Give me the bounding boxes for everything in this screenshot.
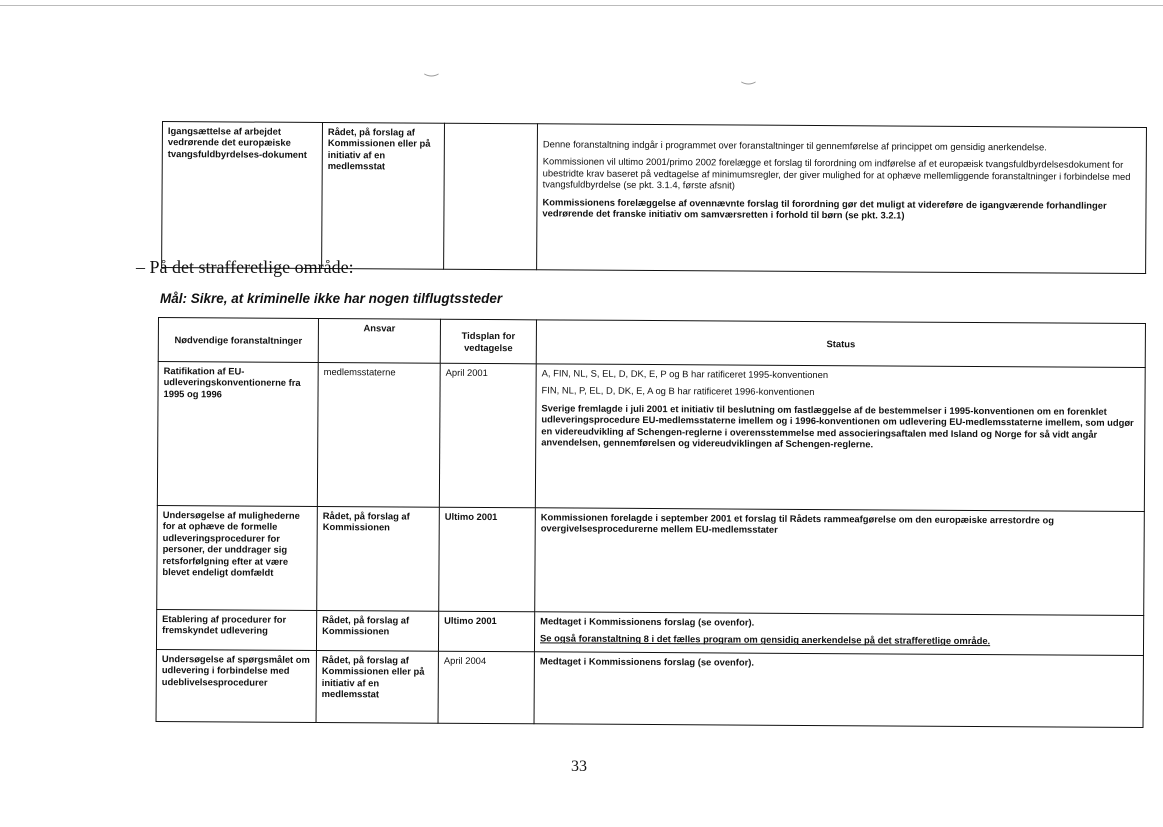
status-line: Medtaget i Kommissionens forslag (se ovenfor). [539, 655, 755, 668]
status-line: Kommissionens forelæggelse af ovennævnte forslag til forordning gør det muligt at videreføre de igangværende forhandlinger vedrørende det franske initiativ om samværsretten i forhold til børn (se pkt. 3.2.1) [542, 196, 1107, 221]
status-line: Medtaget i Kommissionens forslag (se ovenfor). [540, 615, 755, 628]
responsible-cell: Rådet, på forslag af Kommissionen eller på initiativ af en medlemsstat [316, 650, 438, 723]
status-cell [534, 612, 1143, 656]
status-line: Kommissionen vil ultimo 2001/primo 2002 forelægge et forslag til forordning om indførelse af et europæisk tvangsfuldbyrdelsesdokument for ubestridte krav baseret på vedtagelse af minimumsregler, der giver mulighed for at ophæve mellemliggende foranstaltninger i forbindelse med tvangsfuldbyrdelse (se pkt. 3.1.4, første afsnit) [542, 155, 1131, 191]
responsible-cell: Rådet, på forslag af Kommissionen [317, 506, 440, 611]
table-row [157, 362, 1145, 512]
status-line: A, FIN, NL, S, EL, D, DK, E, P og B har ratificeret 1995-konventionen [541, 367, 829, 381]
status-cell [535, 364, 1145, 512]
deadline-cell: April 2001 [439, 363, 536, 508]
measure-cell: Ratifikation af EU-udleveringskonventionerne fra 1995 og 1996 [157, 362, 318, 507]
status-line: Sverige fremlagde i juli 2001 et initiativ til beslutning om fastlæggelse af de bestemmelser i 1995-konventionen om en forenklet udleveringsprocedure EU-medlemsstaterne imellem og i 1996-konventionen om udlevering EU-medlemsstaterne imellem, som udgør en videreudvikling af Schengen-reglerne i overensstemmelse med associeringsaftalen med Island og Norge for så vidt angår anvendelsen, gennemførelsen og videreudviklingen af Schengen-reglerne. [541, 402, 1134, 450]
measure-cell: Igangsættelse af arbejdet vedrørende det europæiske tvangsfuldbyrdelses-dokument [162, 122, 323, 269]
header-responsible: Ansvar [318, 318, 440, 363]
measures-table [156, 317, 1146, 728]
status-line: FIN, NL, P, EL, D, DK, E, A og B har ratificeret 1996-konventionen [541, 384, 815, 398]
status-cell [537, 124, 1147, 274]
deadline-cell: Ultimo 2001 [439, 507, 536, 612]
goal-heading: Mål: Sikre, at kriminelle ikke har nogen tilflugtssteder [160, 291, 503, 306]
status-line: Kommissionen forelagde i september 2001 et forslag til Rådets rammeafgørelse om den europæiske arrestordre og overgivelsesprocedurerne mellem EU-medlemsstater [540, 511, 1054, 536]
table-row [162, 122, 1147, 274]
section-heading: – På det strafferetlige område: [136, 257, 354, 277]
scan-mark-left: ‿ [425, 58, 438, 77]
measure-cell: Etablering af procedurer for fremskyndet udlevering [156, 609, 316, 650]
measure-cell: Undersøgelse af spørgsmålet om udlevering i forbindelse med udeblivelsesprocedurer [156, 649, 316, 722]
deadline-cell: April 2004 [438, 651, 534, 724]
table-row [157, 505, 1145, 615]
page-number: 33 [571, 758, 587, 775]
table-row [156, 649, 1143, 727]
header-row [158, 318, 1145, 368]
measure-cell: Undersøgelse af mulighederne for at ophæve de formelle udleveringsprocedurer for personer, der unddrager sig retsforfølgning efter at være blevet endeligt domfældt [157, 505, 318, 610]
scan-edge-line [0, 5, 1163, 6]
status-cell [534, 652, 1143, 728]
deadline-cell [444, 123, 538, 270]
status-cell [535, 508, 1145, 616]
scan-mark-right: ‿ [742, 66, 755, 85]
table-row [156, 609, 1143, 655]
responsible-cell: medlemsstaterne [317, 362, 440, 507]
responsible-cell: Rådet, på forslag af Kommissionen eller på initiativ af en medlemsstat [322, 122, 445, 269]
responsible-cell: Rådet, på forslag af Kommissionen [316, 610, 438, 651]
top-table [161, 121, 1147, 274]
status-line: Denne foranstaltning indgår i programmet over foranstaltninger til gennemførelse af princippet om gensidig anerkendelse. [542, 138, 1047, 153]
header-measures: Nødvendige foranstaltninger [158, 318, 318, 363]
header-deadline: Tidsplan for vedtagelse [440, 319, 536, 364]
header-status: Status [536, 320, 1145, 368]
status-link-line: Se også foranstaltning 8 i det fælles program om gensidig anerkendelse på det strafferetlige område. [540, 632, 991, 647]
deadline-cell: Ultimo 2001 [438, 611, 534, 652]
